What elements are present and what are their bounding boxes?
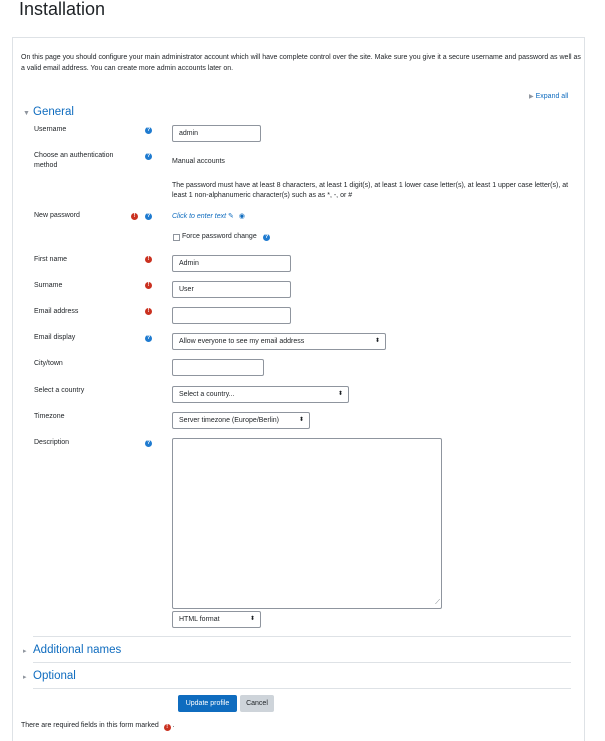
resize-handle-icon[interactable]: ⟋ — [435, 599, 440, 606]
required-icon — [145, 256, 152, 263]
country-label: Select a country — [34, 387, 85, 394]
expand-all-link[interactable] — [529, 93, 568, 100]
caret-down-icon: ▼ — [23, 110, 30, 117]
required-icon — [145, 282, 152, 289]
section-optional-title: Optional — [33, 670, 76, 682]
required-fields-note-text: There are required fields in this form marked — [21, 722, 159, 729]
pencil-icon: ✎ — [228, 213, 234, 220]
email-display-select[interactable] — [172, 333, 386, 350]
country-select[interactable] — [172, 386, 349, 403]
eye-icon[interactable]: ◉ — [238, 213, 245, 220]
description-label: Description — [34, 439, 70, 446]
divider — [33, 688, 571, 689]
auth-method-value: Manual accounts — [172, 158, 225, 165]
auth-method-label: Choose an authentication method — [34, 152, 114, 169]
help-icon[interactable] — [145, 213, 152, 220]
username-label: Username — [34, 126, 67, 133]
description-textarea[interactable] — [172, 438, 442, 609]
username-input[interactable]: admin — [172, 125, 261, 142]
required-fields-note: There are required fields in this form marked ! . — [21, 722, 175, 730]
section-optional-toggle[interactable] — [23, 670, 76, 682]
timezone-label: Timezone — [34, 413, 65, 420]
required-icon — [164, 724, 171, 731]
force-password-change-checkbox[interactable] — [173, 234, 180, 241]
new-password-edit-link[interactable] — [172, 212, 245, 220]
email-label: Email address — [34, 308, 79, 315]
cancel-button[interactable]: Cancel — [240, 695, 274, 712]
description-format-select[interactable] — [172, 611, 261, 628]
select-arrows-icon: ⬍ — [337, 391, 343, 397]
caret-right-icon: ▸ — [23, 674, 27, 681]
city-input[interactable] — [172, 359, 264, 376]
help-icon[interactable] — [263, 234, 270, 241]
help-icon[interactable] — [145, 127, 152, 134]
description-format-value: HTML format — [179, 616, 220, 623]
caret-right-icon: ▶ — [529, 94, 534, 100]
required-icon — [131, 213, 138, 220]
email-input[interactable] — [172, 307, 291, 324]
first-name-label: First name — [34, 256, 68, 263]
divider — [33, 636, 571, 637]
country-value: Select a country... — [179, 391, 235, 398]
help-icon[interactable] — [145, 440, 152, 447]
section-additional-names-toggle[interactable] — [23, 644, 121, 656]
password-policy-text: The password must have at least 8 characters, at least 1 digit(s), at least 1 lower case letter(s), at least 1 upper case letter(s), at least 1 non-alphanumeric character(s) such as as *, -, or # — [172, 182, 569, 199]
help-icon[interactable] — [145, 153, 152, 160]
help-icon[interactable] — [145, 335, 152, 342]
select-arrows-icon: ⬍ — [249, 616, 255, 622]
required-icon — [145, 308, 152, 315]
expand-all-label: Expand all — [535, 93, 569, 100]
email-display-value: Allow everyone to see my email address — [179, 338, 305, 345]
new-password-link-text: Click to enter text — [172, 213, 227, 220]
timezone-value: Server timezone (Europe/Berlin) — [179, 417, 279, 424]
timezone-select[interactable] — [172, 412, 310, 429]
surname-label: Surname — [34, 282, 63, 289]
section-general-title: General — [33, 106, 74, 118]
intro-text: On this page you should configure your main administrator account which will have complete control over the site. Make sure you give it a secure username and password as well as a valid email address. You can create more admin accounts later on. — [21, 54, 581, 72]
force-password-change-label: Force password change — [182, 233, 257, 240]
select-arrows-icon: ⬍ — [374, 338, 380, 344]
section-additional-names-title: Additional names — [33, 644, 122, 656]
email-display-label: Email display — [34, 334, 76, 341]
surname-input[interactable]: User — [172, 281, 291, 298]
city-label: City/town — [34, 360, 63, 367]
select-arrows-icon: ⬍ — [298, 417, 304, 423]
divider — [33, 662, 571, 663]
page-title: Installation — [19, 0, 106, 19]
first-name-input[interactable]: Admin — [172, 255, 291, 272]
update-profile-button[interactable]: Update profile — [178, 695, 237, 712]
caret-right-icon: ▸ — [23, 648, 27, 655]
new-password-label: New password — [34, 212, 80, 219]
section-general-toggle[interactable] — [23, 106, 74, 118]
